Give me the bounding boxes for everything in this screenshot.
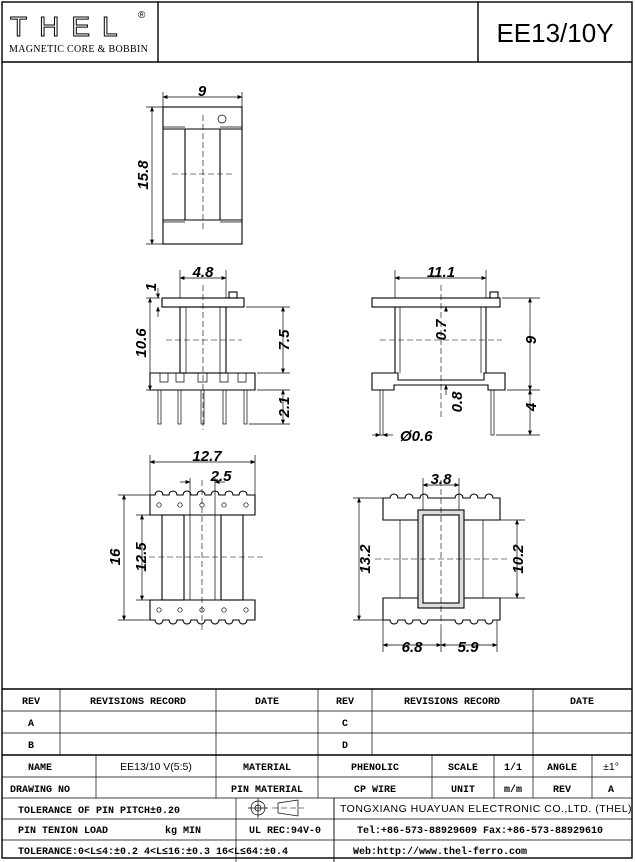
dim-top-height: 15.8 xyxy=(135,160,152,190)
bottom-view xyxy=(107,448,265,630)
name-label: NAME xyxy=(27,763,53,774)
dim-bottom-pitch: 2.5 xyxy=(210,468,232,485)
dim-front-flange-width: 4.8 xyxy=(192,264,214,281)
tolerance-pitch: TOLERANCE OF PIN PITCH±0.20 xyxy=(18,806,181,817)
dim-bottom-outer: 16 xyxy=(107,548,124,566)
rev-header: REV xyxy=(21,697,41,708)
dim-front-flange-thickness: 1 xyxy=(143,282,160,292)
dim-front-total-height: 10.6 xyxy=(133,328,150,358)
dim-pin-diameter: Ø0.6 xyxy=(400,428,433,445)
pin-tension-unit: kg MIN xyxy=(165,826,202,837)
rev-header-2: REV xyxy=(335,697,355,708)
dim-top-width: 9 xyxy=(197,83,207,100)
company-name: TONGXIANG HUAYUAN ELECTRONIC CO.,LTD. (THEL) xyxy=(339,803,633,815)
sheet-border xyxy=(2,2,632,858)
unit-value: m/m xyxy=(503,785,523,796)
unit-label: UNIT xyxy=(450,785,476,796)
tolerance-general: TOLERANCE:0<L≤4:±0.2 4<L≤16:±0.3 16<L≤64:±0.4 xyxy=(18,847,289,858)
revisions-header-2: REVISIONS RECORD xyxy=(403,697,501,708)
side-view xyxy=(372,264,540,445)
dim-offset-left: 6.8 xyxy=(401,639,423,656)
dim-window-height-right: 10.2 xyxy=(510,544,527,574)
section-view xyxy=(353,471,527,656)
dim-offset-right: 5.9 xyxy=(457,639,479,656)
title-block xyxy=(2,689,632,862)
pin-material-label: PIN MATERIAL xyxy=(230,785,304,796)
pin-material-value: CP WIRE xyxy=(353,785,397,796)
material-value: PHENOLIC xyxy=(350,763,400,774)
tel-fax: Tel:+86-573-88929609 Fax:+86-573-88929610 xyxy=(356,826,604,837)
part-number: EE13/10Y xyxy=(496,18,614,48)
dim-window-height-left: 13.2 xyxy=(357,544,374,574)
dim-side-pin-length: 4 xyxy=(523,402,540,412)
dim-side-height: 9 xyxy=(523,335,540,345)
dim-side-base: 0.8 xyxy=(449,391,466,413)
angle-label: ANGLE xyxy=(546,763,578,774)
dim-bottom-inner: 12.5 xyxy=(133,542,150,572)
material-label: MATERIAL xyxy=(242,763,292,774)
rev-d: D xyxy=(341,741,349,752)
revisions-header: REVISIONS RECORD xyxy=(89,697,187,708)
dim-window-width: 3.8 xyxy=(430,471,452,488)
thel-logo xyxy=(9,10,148,55)
name-value: EE13/10 V(5:5) xyxy=(120,761,192,773)
angle-value: ±1° xyxy=(603,761,619,773)
header xyxy=(2,2,632,62)
front-view xyxy=(133,264,293,430)
website: Web:http://www.thel-ferro.com xyxy=(352,847,528,858)
scale-label: SCALE xyxy=(447,763,479,774)
date-header: DATE xyxy=(254,697,280,708)
rev-c: C xyxy=(341,719,349,730)
scale-value: 1/1 xyxy=(503,763,523,774)
pin-tension-label: PIN TENION LOAD xyxy=(18,826,109,837)
rev-a: A xyxy=(27,719,35,730)
ul-rating: UL REC:94V-0 xyxy=(248,826,322,837)
registered-mark: ® xyxy=(138,10,146,21)
rev-b: B xyxy=(27,741,35,752)
projection-symbol-icon xyxy=(248,798,304,818)
rev-value: A xyxy=(607,785,615,796)
drawing-no-label: DRAWING NO xyxy=(9,785,71,796)
top-view xyxy=(135,83,242,244)
date-header-2: DATE xyxy=(569,697,595,708)
logo-subtitle: MAGNETIC CORE & BOBBIN xyxy=(9,44,149,55)
dim-side-width: 11.1 xyxy=(426,264,456,281)
rev-label: REV xyxy=(552,785,572,796)
dim-front-body-height: 7.5 xyxy=(276,329,293,351)
dim-bottom-width: 12.7 xyxy=(192,448,222,465)
logo-text: THEL xyxy=(10,11,130,42)
dim-side-wall: 0.7 xyxy=(433,319,450,341)
dim-front-pin-length: 2.1 xyxy=(276,396,293,418)
